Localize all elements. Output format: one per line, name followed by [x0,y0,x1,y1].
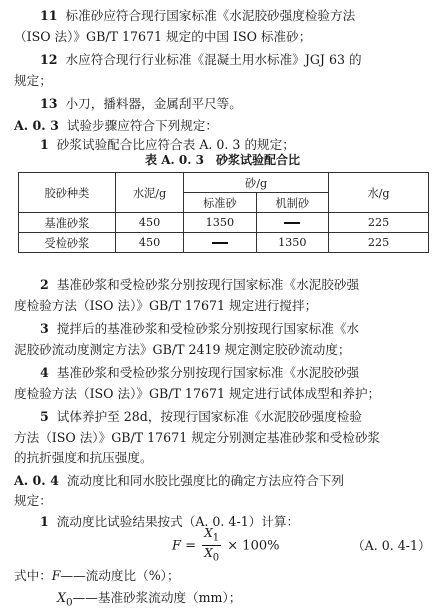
cell-cement: 450 [115,233,183,253]
header-cement: 水泥/g [115,173,183,213]
table-header-row [19,173,429,193]
clause-a03-text: 试验步骤应符合下列规定： [66,118,218,133]
step-4-text: 基准砂浆和受检砂浆分别按现行国家标准《水泥胶砂强 [56,365,360,380]
step-3-text: 搅拌后的基准砂浆和受检砂浆分别按现行国家标准《水 [56,321,360,336]
clause-a03-heading [14,118,434,134]
item-12-number: 12 [40,52,58,67]
step-4-number: 4 [40,365,49,380]
clause-a04-line2: 规定： [14,493,52,508]
header-mortar-type: 胶砂种类 [19,173,116,213]
item-13-text: 小刀，播料器，金属刮平尺等。 [65,96,242,111]
a04-step-1-number: 1 [40,514,49,529]
formula-denominator [202,546,221,565]
step-5-line2: 方法（ISO 法）》GB/T 17671 规定分别测定基准砂浆和受检砂浆 [14,430,381,445]
where-x0-symbol: X [57,590,66,605]
numerator-subscript: 1 [212,532,220,544]
mix-ratio-table [18,172,429,253]
where-x0-subscript: 0 [65,596,73,609]
a03-step-1-number: 1 [40,137,49,152]
cell-type: 基准砂浆 [19,213,116,233]
formula-equals: = [185,538,197,554]
item-12-line1 [40,52,434,68]
header-sand: 砂/g [184,173,329,193]
item-11-text: 标准砂应符合现行国家标准《水泥胶砂强度检验方法 [65,8,356,23]
item-13-number: 13 [40,96,58,111]
where-label: 式中： [14,568,52,583]
cell-machine-sand [256,213,328,233]
cell-water: 225 [329,213,429,233]
where-f-symbol: F [51,568,61,583]
clause-a04-text: 流动度比和同水胶比强度比的确定方法应符合下列 [66,473,344,488]
header-machine-sand: 机制砂 [256,193,328,213]
equation-number: （A. 0. 4-1） [352,538,431,553]
where-x0-line [57,590,445,611]
a04-step-1-text: 流动度比试验结果按式（A. 0. 4-1）计算： [56,514,300,529]
numerator-symbol: X [204,526,213,540]
table-row [19,213,429,233]
step-3-line2: 泥胶砂流动度测定方法》GB/T 2419 规定测定胶砂流动度； [14,342,351,357]
formula-flow-ratio [172,526,279,566]
formula-multiplier: × 100% [227,538,280,554]
where-f-description: ——流动度比（%）； [60,568,180,583]
formula-numerator [202,526,221,546]
denominator-subscript: 0 [212,552,220,564]
cell-standard-sand [184,233,256,253]
clause-a04-number: A. 0. 4 [14,473,59,488]
step-4-line1 [40,365,434,381]
formula-lhs: F [172,538,182,554]
cell-cement: 450 [115,213,183,233]
clause-a04-heading [14,473,434,489]
step-5-text: 试体养护至 28d，按现行国家标准《水泥胶砂强度检验 [56,409,362,424]
cell-type: 受检砂浆 [19,233,116,253]
table-caption: 表 A. 0. 3 砂浆试验配合比 [145,153,300,167]
dash-mark [212,242,228,244]
where-x0-description: ——基准砂浆流动度（mm）； [72,590,242,605]
item-11-line2: （ISO 法）》GB/T 17671 规定的中国 ISO 标准砂； [14,29,312,44]
where-f-line [14,568,434,584]
step-2-number: 2 [40,277,49,292]
step-3-line1 [40,321,434,337]
step-5-line1 [40,409,434,425]
cell-machine-sand: 1350 [256,233,328,253]
a03-step-1-text: 砂浆试验配合比应符合表 A. 0. 3 的规定； [56,137,295,152]
dash-mark [284,222,300,224]
step-5-number: 5 [40,409,49,424]
header-standard-sand: 标准砂 [184,193,256,213]
clause-a03-number: A. 0. 3 [14,118,59,133]
table-row [19,233,429,253]
cell-water: 225 [329,233,429,253]
cell-standard-sand: 1350 [184,213,256,233]
formula-fraction [202,526,221,566]
item-12-line2: 规定； [14,73,52,88]
item-12-text: 水应符合现行行业标准《混凝土用水标准》JGJ 63 的 [65,52,362,67]
denominator-symbol: X [204,546,213,561]
step-5-line3: 的抗折强度和抗压强度。 [14,450,153,465]
item-11-number: 11 [40,8,58,23]
step-2-text: 基准砂浆和受检砂浆分别按现行国家标准《水泥胶砂强 [56,277,360,292]
step-2-line2: 度检验方法（ISO 法）》GB/T 17671 规定进行搅拌； [14,298,318,313]
step-4-line2: 度检验方法（ISO 法）》GB/T 17671 规定进行试体成型和养护； [14,386,381,401]
item-11-line1 [40,8,434,24]
step-3-number: 3 [40,321,49,336]
header-water: 水/g [329,173,429,213]
step-2-line1 [40,277,434,293]
item-13-line [40,96,434,112]
